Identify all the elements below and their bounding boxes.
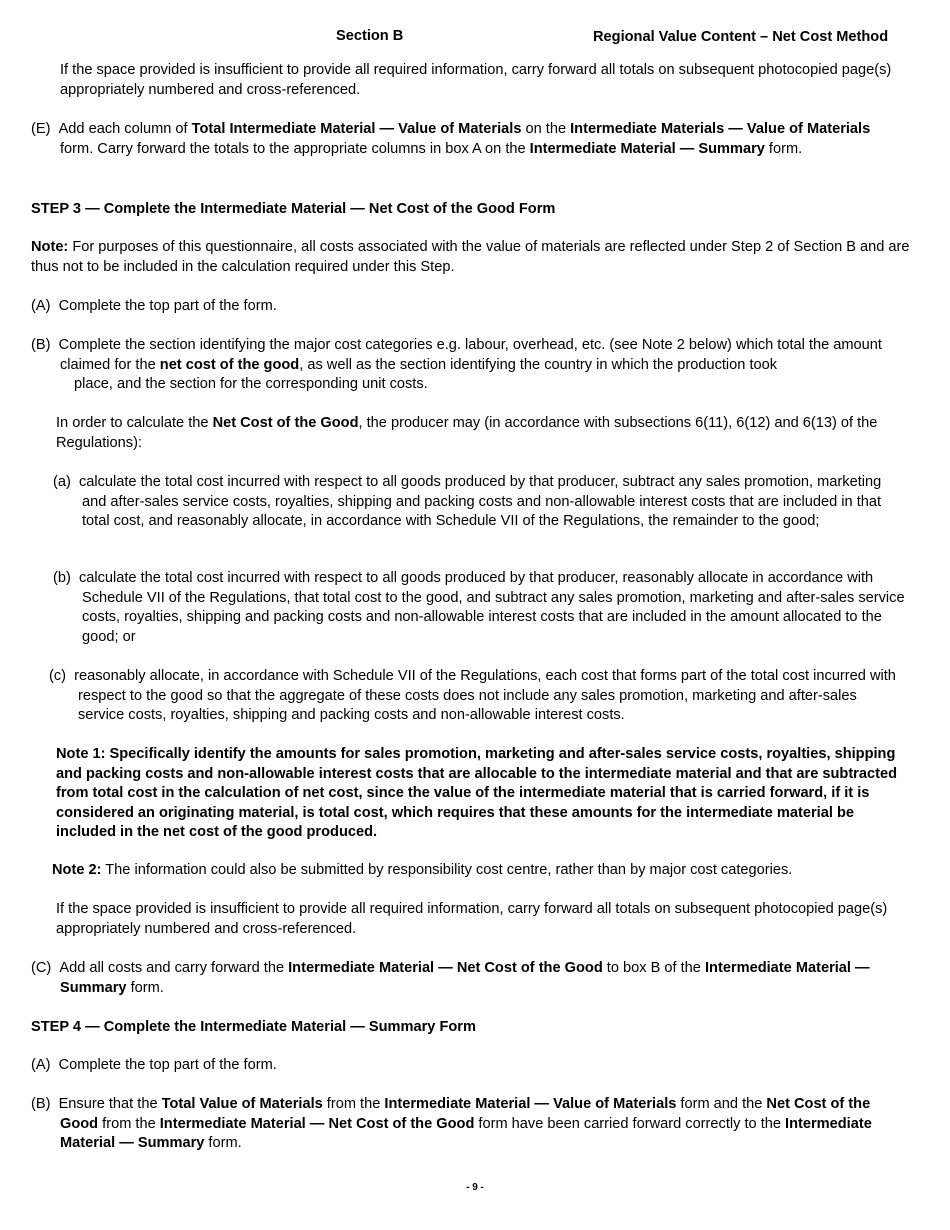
page-number: - 9 - [466,1182,484,1193]
step4-item-a: (A) Complete the top part of the form. [31,1057,277,1073]
step3-item-c: (C) Add all costs and carry forward the Intermediate Material — Net Cost of the Good to box B of the Intermediate Material — Summary form. [31,960,870,996]
item-e-label: (E) [31,121,51,137]
sub-item-c: (c) reasonably allocate, in accordance with Schedule VII of the Regulations, each cost that forms part of the total cost incurred with respect to the good so that the aggregate of these costs does not include any sales promotion, marketing and after-sales service costs, royalties, shipping and packing costs and non-allowable interest costs. [49,668,896,723]
note-2-label: Note 2: [52,862,102,878]
header-section: Section B [336,28,404,44]
step3-note-label: Note: [31,239,69,255]
step4-item-b: (B) Ensure that the Total Value of Materials from the Intermediate Material — Value of Materials form and the Net Cost of the Good from the Intermediate Material — Net Cost of the Good form have been carried forward correctly to the Intermediate Material — Summary form. [31,1096,872,1151]
step3-item-b: (B) Complete the section identifying the major cost categories e.g. labour, overhead, etc. (see Note 2 below) which total the amount claimed for the net cost of the good, as well as the section identifying the country in which the production took [31,337,882,373]
step3-item-b-continued: place, and the section for the corresponding unit costs. [74,376,428,392]
header-title: Regional Value Content – Net Cost Method [593,29,889,45]
step3-item-a: (A) Complete the top part of the form. [31,298,277,314]
sub-item-b: (b) calculate the total cost incurred with respect to all goods produced by that producer, reasonably allocate in accordance with Schedule VII of the Regulations, that total cost to the good, and subtract any sales promotion, marketing and after-sales service costs, royalties, shipping and packing costs and non-allowable interest costs that are included in the amount allocated to the good; or [53,570,905,645]
sub-item-a: (a) calculate the total cost incurred with respect to all goods produced by that producer, subtract any sales promotion, marketing and after-sales service costs, royalties, shipping and packing costs and non-allowable interest costs that are included in that total cost, and reasonably allocate, in accordance with Schedule VII of the Regulations, the remainder to the good; [53,474,882,529]
step3-note: Note: For purposes of this questionnaire, all costs associated with the value of materials are reflected under Step 2 of Section B and are thus not to be included in the calculation required under this Step. [31,239,910,275]
note-2: Note 2: The information could also be submitted by responsibility cost centre, rather than by major cost categories. [52,862,793,878]
note-1: Note 1: Specifically identify the amounts for sales promotion, marketing and after-sales service costs, royalties, shipping and packing costs and non-allowable interest costs that are allocable to the intermediate material and that are subtracted from total cost in the calculation of net cost, since the value of the intermediate material that is carried forward, if it is considered an originating material, is total cost, which requires that these amounts for the intermediate material be included in the net cost of the good produced. [56,746,897,840]
step3-heading: STEP 3 — Complete the Intermediate Material — Net Cost of the Good Form [31,201,556,217]
space-paragraph: If the space provided is insufficient to provide all required information, carry forward all totals on subsequent photocopied page(s) appropriately numbered and cross-referenced. [56,901,888,937]
calc-intro: In order to calculate the Net Cost of the Good, the producer may (in accordance with subsections 6(11), 6(12) and 6(13) of the Regulations): [56,415,878,451]
intro-paragraph: If the space provided is insufficient to provide all required information, carry forward all totals on subsequent photocopied page(s) appropriately numbered and cross-referenced. [60,62,892,98]
step4-heading: STEP 4 — Complete the Intermediate Material — Summary Form [31,1019,476,1035]
item-e-paragraph: (E) Add each column of Total Intermediate Material — Value of Materials on the Intermediate Materials — Value of Materials form. Carry forward the totals to the appropriate columns in box A on the Intermediate Material — Summary form. [31,121,871,157]
